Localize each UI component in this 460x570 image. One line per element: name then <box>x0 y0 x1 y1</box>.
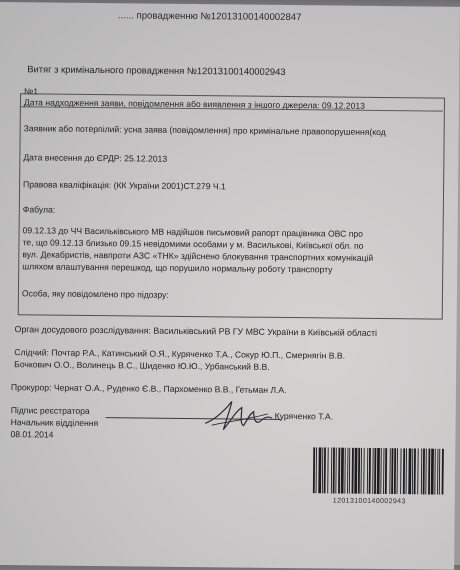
barcode-bar <box>414 448 416 494</box>
barcode-bar <box>338 448 340 494</box>
barcode-bar <box>412 448 413 494</box>
barcode-bar <box>394 448 396 494</box>
barcode-bar <box>361 448 362 494</box>
received-date-field: Дата надходження заяви, повідомлення або виявлення з іншого джерела: 09.12.2013 <box>23 97 366 111</box>
barcode-bar <box>327 447 328 493</box>
investigators-line-1: Слідчий: Почтар Р.А., Катинський О.Я., Куряченко Т.А., Сокур Ю.П., Смернягін В.В. <box>14 347 346 361</box>
barcode-bar <box>406 448 407 494</box>
fabula-line-2: те, що 09.12.13 близько 09.15 невідомими особами у м. Василькові, Київської обл. по <box>22 237 364 251</box>
barcode-bar <box>347 448 348 494</box>
barcode-bar <box>333 448 335 494</box>
barcode-bar <box>352 448 354 494</box>
barcode-bar <box>369 448 371 494</box>
barcode-bar <box>385 448 387 494</box>
registrar-position: Начальник відділення <box>10 417 99 429</box>
barcode-bar <box>423 448 425 494</box>
prosecutor-field: Прокурор: Чернат О.А., Руденко Є.В., Пархоменко В.В., Гетьман Л.А. <box>10 382 287 396</box>
barcode-bar <box>439 449 440 495</box>
document-title: Витяг з кримінального провадження №12013100140002943 <box>27 63 286 77</box>
barcode-bar <box>391 448 393 494</box>
barcode-bar <box>316 447 317 493</box>
investigation-body-field: Орган досудового розслідування: Васильківський РВ ГУ МВС України в Київській області <box>14 324 378 338</box>
barcode-bar <box>313 447 315 493</box>
barcode-bar <box>383 448 384 494</box>
investigators-line-2: Бочкович О.О., Волинець В.С., Шиденко Ю.Ю., Урбанський В.В. <box>14 359 270 372</box>
document-page <box>0 2 460 570</box>
barcode <box>311 447 445 494</box>
suspect-field: Особа, яку повідомлено про підозру: <box>21 288 169 300</box>
barcode-bar <box>425 448 426 494</box>
document-date: 08.01.2014 <box>10 429 54 440</box>
registrar-name: Куряченко Т.А. <box>274 410 334 422</box>
barcode-bar <box>431 449 434 495</box>
barcode-bar <box>354 448 357 494</box>
fabula-line-1: 09.12.13 до ЧЧ Васильківського МВ надійшов письмовий рапорт працівника ОВС про <box>22 225 364 239</box>
barcode-bar <box>417 448 418 494</box>
fabula-label: Фабула: <box>22 204 56 215</box>
barcode-bar <box>331 447 332 493</box>
barcode-bar <box>358 448 360 494</box>
barcode-bar <box>397 448 398 494</box>
barcode-bar <box>374 448 376 494</box>
barcode-bar <box>363 448 364 494</box>
barcode-bar <box>434 449 435 495</box>
fabula-line-4: шляхом влаштування перешкод, що порушило нормальну роботу транспорту <box>22 261 333 275</box>
barcode-bar <box>403 448 405 494</box>
barcode-bar <box>349 448 350 494</box>
barcode-bar <box>408 448 411 494</box>
barcode-bar <box>335 448 336 494</box>
previous-page-header: ...... провадженню №12013100140002847 <box>117 10 302 24</box>
barcode-bar <box>377 448 380 494</box>
barcode-bar <box>421 448 422 494</box>
barcode-bar <box>437 449 438 495</box>
barcode-bar <box>380 448 381 494</box>
signature-label: Підпис реєстратора <box>10 405 90 416</box>
barcode-bar <box>324 447 326 493</box>
registrar-signature <box>201 395 275 438</box>
legal-qualification-field: Правова кваліфікація: (КК України 2001)СТ.279 Ч.1 <box>23 179 226 192</box>
record-number: №1 <box>24 86 39 97</box>
barcode-bar <box>400 448 401 494</box>
erdr-date-field: Дата внесення до ЄРДР: 25.12.2013 <box>23 152 168 164</box>
barcode-bar <box>318 447 321 493</box>
fabula-line-3: вул. Декабристів, навпроти АЗС «ТНК» здійснено блокування транспортних комунікацій <box>22 249 374 263</box>
barcode-bar <box>341 448 344 494</box>
barcode-bar <box>367 448 368 494</box>
barcode-bar <box>428 449 430 495</box>
applicant-field: Заявник або потерпілий: усна заява (повідомлення) про кримінальне правопорушення(код <box>23 123 386 138</box>
barcode-bar <box>389 448 390 494</box>
barcode-bar <box>322 447 323 493</box>
barcode-bar <box>372 448 373 494</box>
barcode-bar <box>442 449 444 495</box>
barcode-number: 12013100140002943 <box>332 497 406 506</box>
barcode-bar <box>344 448 345 494</box>
